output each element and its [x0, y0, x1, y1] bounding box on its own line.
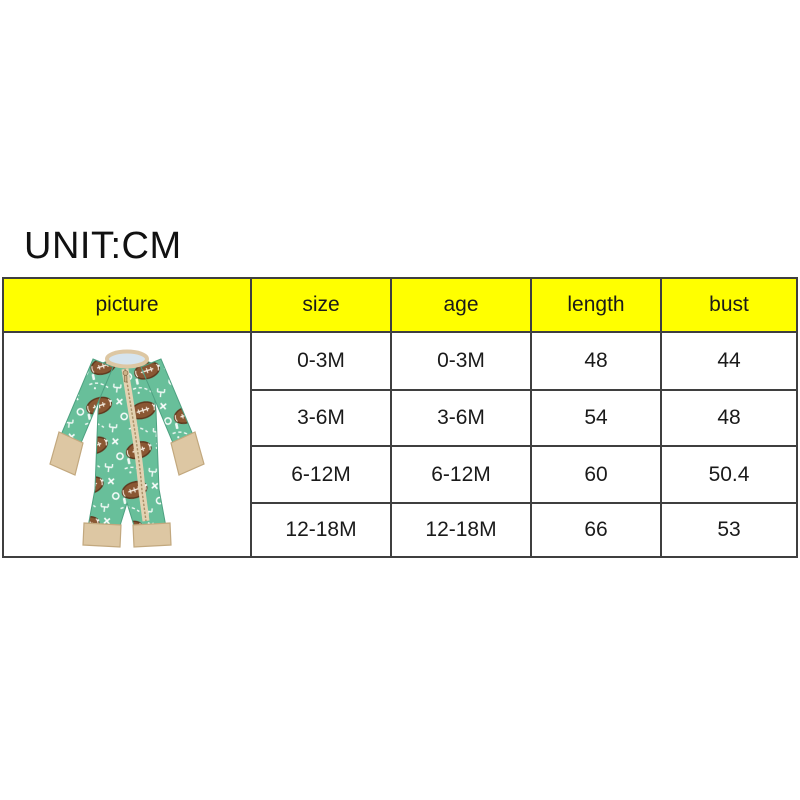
cell-bust-r2: 50.4	[661, 446, 797, 503]
romper-image	[47, 347, 207, 555]
cell-length-r2: 60	[531, 446, 661, 503]
cell-length-r3: 66	[531, 503, 661, 557]
cell-size-r2: 6-12M	[251, 446, 391, 503]
romper-collar	[107, 351, 147, 366]
table-row	[3, 332, 797, 390]
cell-bust-r1: 48	[661, 390, 797, 446]
cell-length-r1: 54	[531, 390, 661, 446]
cell-age-r3: 12-18M	[391, 503, 531, 557]
header-cell-age: age	[391, 278, 531, 332]
cell-bust-r0: 44	[661, 332, 797, 390]
page-title: UNIT:CM	[24, 225, 182, 267]
cell-size-r0: 0-3M	[251, 332, 391, 390]
header-cell-picture: picture	[3, 278, 251, 332]
cell-size-r1: 3-6M	[251, 390, 391, 446]
cell-length-r0: 48	[531, 332, 661, 390]
header-cell-size: size	[251, 278, 391, 332]
product-picture-cell	[3, 332, 251, 557]
cell-size-r3: 12-18M	[251, 503, 391, 557]
header-cell-bust: bust	[661, 278, 797, 332]
table-header-row	[3, 278, 797, 332]
cell-bust-r3: 53	[661, 503, 797, 557]
cell-age-r1: 3-6M	[391, 390, 531, 446]
cell-age-r0: 0-3M	[391, 332, 531, 390]
header-cell-length: length	[531, 278, 661, 332]
cell-age-r2: 6-12M	[391, 446, 531, 503]
size-chart-table	[2, 277, 798, 558]
